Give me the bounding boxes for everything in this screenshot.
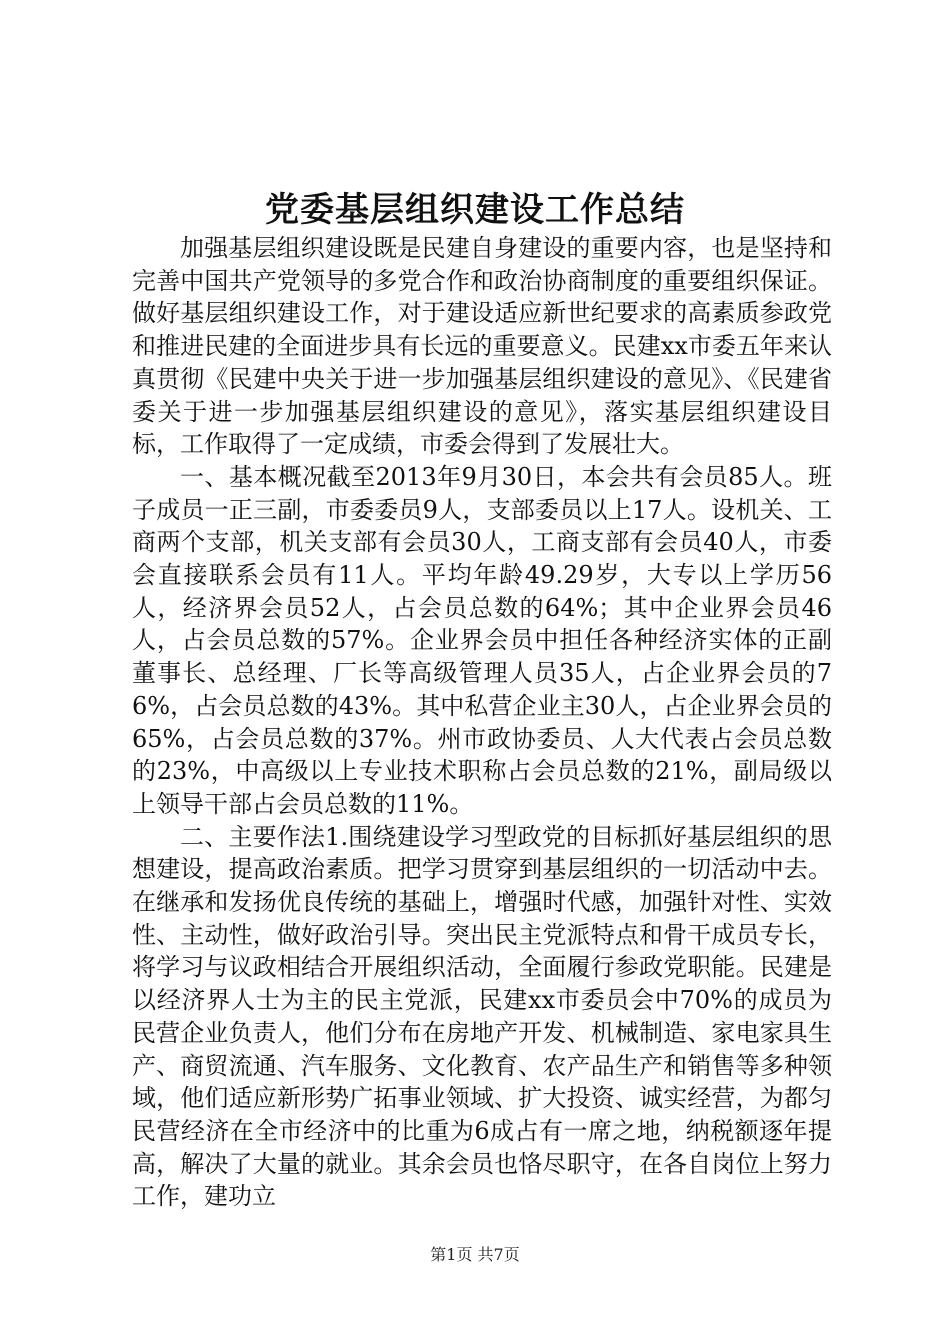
- page-number-footer: 第1页 共7页: [430, 1245, 520, 1264]
- paragraph-intro: 加强基层组织建设既是民建自身建设的重要内容，也是坚持和完善中国共产党领导的多党合作和政治协商制度的重要组织保证。做好基层组织建设工作，对于建设适应新世纪要求的高素质参政党和推进民建的全面进步具有长远的重要意义。民建xx市委五年来认真贯彻《民建中央关于进一步加强基层组织建设的意见》、《民建省委关于进一步加强基层组织建设的意见》，落实基层组织建设目标，工作取得了一定成绩，市委会得到了发展壮大。: [132, 234, 832, 459]
- document-body: [132, 232, 832, 1213]
- paragraph-basic-overview: 一、基本概况截至2013年9月30日，本会共有会员85人。班子成员一正三副，市委委员9人，支部委员以上17人。设机关、工商两个支部，机关支部有会员30人，工商支部有会员40人，市委会直接联系会员有11人。平均年龄49.29岁，大专以上学历56人，经济界会员52人，占会员总数的64%；其中企业界会员46人，占会员总数的57%。企业界会员中担任各种经济实体的正副董事长、总经理、厂长等高级管理人员35人，占企业界会员的76%，占会员总数的43%。其中私营企业主30人，占企业界会员的65%，占会员总数的37%。州市政协委员、人大代表占会员总数的23%，中高级以上专业技术职称占会员总数的21%，副局级以上领导干部占会员总数的11%。: [132, 462, 832, 818]
- paragraph-main-practices: 二、主要作法1.围绕建设学习型政党的目标抓好基层组织的思想建设，提高政治素质。把学习贯穿到基层组织的一切活动中去。在继承和发扬优良传统的基础上，增强时代感，加强针对性、实效性、主动性，做好政治引导。突出民主党派特点和骨干成员专长，将学习与议政相结合开展组织活动，全面履行参政党职能。民建是以经济界人士为主的民主党派，民建xx市委员会中70%的成员为民营企业负责人，他们分布在房地产开发、机械制造、家电家具生产、商贸流通、汽车服务、文化教育、农产品生产和销售等多种领域，他们适应新形势广拓事业领域、扩大投资、诚实经营，为都匀民营经济在全市经济中的比重为6成占有一席之地，纳税额逐年提高，解决了大量的就业。其余会员也恪尽职守，在各自岗位上努力工作，建功立: [132, 822, 832, 1211]
- document-title: 党委基层组织建设工作总结: [265, 190, 685, 230]
